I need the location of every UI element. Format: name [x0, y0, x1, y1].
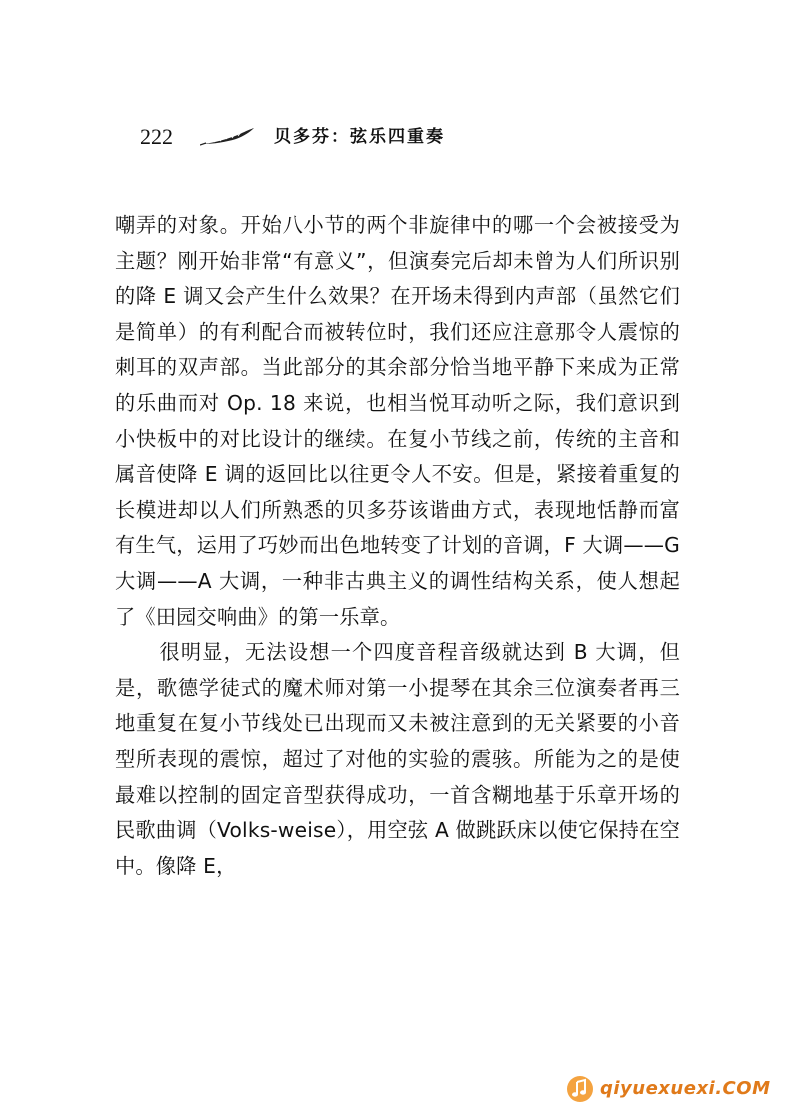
- music-note-logo-icon: [566, 1075, 594, 1103]
- paragraph-2: 很明显，无法设想一个四度音程音级就达到 B 大调，但是，歌德学徒式的魔术师对第一小提琴在其余三位演奏者再三地重复在复小节线处已出现而又未被注意到的无关紧要的小音型所表现的震惊，超过了对他的实验的震骇。所能为之的是使最难以控制的固定音型获得成功，一首含糊地基于乐章开场的民歌曲调（Volks-weise），用空弦 A 做跳跃床以使它保持在空中。像降 E，: [115, 640, 680, 878]
- running-title: 贝多芬：弦乐四重奏: [274, 127, 445, 147]
- watermark-text: qiyuexuexi.COM: [600, 1078, 771, 1099]
- body-text: [115, 208, 680, 884]
- page-number: 222: [140, 124, 173, 149]
- quill-ornament-icon: [200, 126, 256, 148]
- site-watermark: [566, 1074, 778, 1104]
- paragraph-1: 嘲弄的对象。开始八小节的两个非旋律中的哪一个会被接受为主题？刚开始非常“有意义”，但演奏完后却未曾为人们所识别的降 E 调又会产生什么效果？在开场未得到内声部（虽然它们是简单）的有利配合而被转位时，我们还应注意那令人震惊的刺耳的双声部。当此部分的其余部分恰当地平静下来成为正常的乐曲而对 Op. 18 来说，也相当悦耳动听之际，我们意识到小快板中的对比设计的继续。在复小节线之前，传统的主音和属音使降 E 调的返回比以往更令人不安。但是，紧接着重复的长模进却以人们所熟悉的贝多芬该谐曲方式，表现地恬静而富有生气，运用了巧妙而出色地转变了计划的音调，F 大调——G 大调——A 大调，一种非古典主义的调性结构关系，使人想起了《田园交响曲》的第一乐章。: [115, 213, 680, 629]
- page-header: [140, 122, 660, 152]
